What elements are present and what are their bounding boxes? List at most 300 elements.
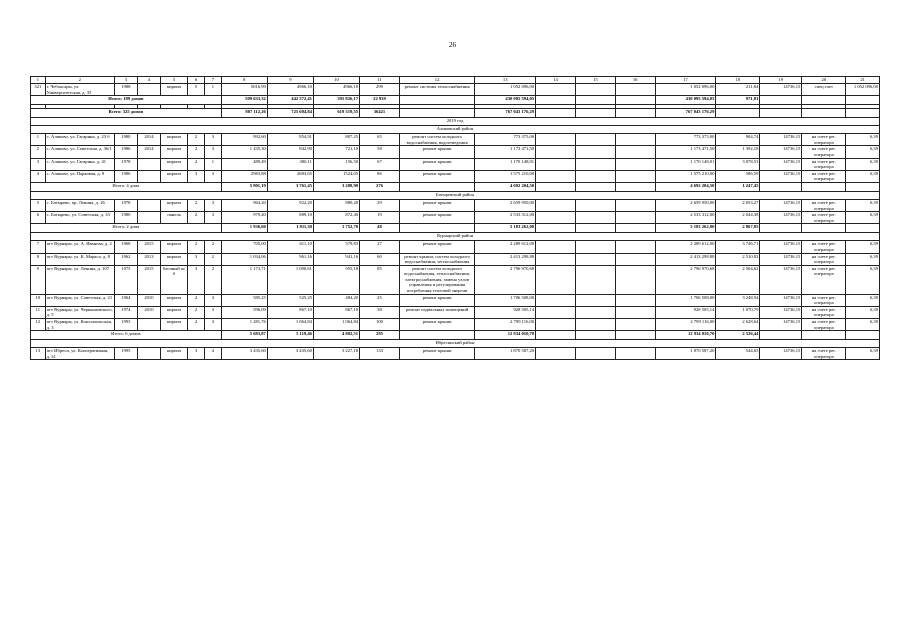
cell-c14 [536, 253, 576, 265]
cell-material: кирпич [160, 241, 187, 253]
cell-c21: 6,39 [846, 212, 880, 224]
cell-c15 [575, 306, 615, 318]
cell-per-m2: 2 628,64 [716, 319, 760, 331]
cell-year: 1988 [114, 84, 137, 96]
total-empty-cell [760, 96, 802, 105]
cell-num: 4 [31, 170, 46, 182]
cell-c21: 6,39 [846, 319, 880, 331]
cell-floors: 2 [188, 294, 205, 306]
cell-area-total: 5016,99 [221, 84, 267, 96]
cell-c16 [615, 265, 655, 294]
cell-per-m2: 3 746,71 [716, 241, 760, 253]
cell-year-rep: 2014 [137, 146, 160, 158]
total-c17: 4 692 204,50 [655, 182, 716, 191]
total-empty-cell [536, 109, 576, 118]
cell-area-living: 156,50 [313, 158, 359, 170]
cell-material: блочный ж/б [160, 265, 187, 294]
total-empty-cell [399, 96, 474, 105]
cell-per-m2: 2 564,62 [716, 265, 760, 294]
cell-area-all: 3 435,60 [267, 348, 313, 360]
cell-area-all: 922,20 [267, 199, 313, 211]
cell-num: 12 [31, 319, 46, 331]
cell-c15 [575, 319, 615, 331]
cell-year: 1993 [114, 319, 137, 331]
cell-area-all: 4966,10 [267, 84, 313, 96]
column-number: 8 [221, 77, 267, 84]
cell-c21: 6,39 [846, 294, 880, 306]
cell-address: г. Чебоксары, ул. Университетская, д. 35 [45, 84, 114, 96]
cell-c17: 1 173 471,50 [655, 146, 716, 158]
cell-c15 [575, 348, 615, 360]
cell-method: на счете рег. оператора [802, 348, 846, 360]
cell-c17: 2 533 312,00 [655, 212, 716, 224]
cell-address: с. Батырево, ул. Советская, д. 33 [45, 212, 114, 224]
column-number: 21 [846, 77, 880, 84]
table-row [31, 158, 880, 170]
cell-c17: 1 052 096,00 [655, 84, 716, 96]
cell-method: на счете рег. оператора [802, 170, 846, 182]
column-number: 11 [360, 77, 400, 84]
total-empty-cell [575, 331, 615, 340]
cell-c17: 1 870 587,20 [655, 348, 716, 360]
total-empty-cell [536, 224, 576, 233]
cell-c14 [536, 212, 576, 224]
cell-cost: 773 375,00 [475, 134, 536, 146]
cell-area-living: 867,10 [313, 306, 359, 318]
total-residents: 276 [360, 182, 400, 191]
cell-c17: 2 289 612,00 [655, 241, 716, 253]
total-empty-cell [802, 182, 846, 191]
total-empty-cell [846, 224, 880, 233]
cell-area-total: 1 435,30 [221, 146, 267, 158]
cell-c21: 1 052 096,00 [846, 84, 880, 96]
total-label: Итого: 4 дома [31, 182, 222, 191]
cell-c15 [575, 158, 615, 170]
grand-total-row [31, 109, 880, 118]
total-area-total: 5 901,19 [221, 182, 267, 191]
cell-work: ремонт крыши [399, 348, 474, 360]
cell-cost: 1 173 471,50 [475, 146, 536, 158]
table-row [31, 241, 880, 253]
cell-entrances: 3 [204, 294, 221, 306]
cell-c16 [615, 199, 655, 211]
cell-residents: 100 [360, 319, 400, 331]
cell-limit: 14736,15 [760, 348, 802, 360]
total-area-all: 3 761,45 [267, 182, 313, 191]
district-heading-text: Ибресинский район [31, 340, 880, 348]
district-total-row [31, 182, 880, 191]
cell-work: ремонт крыши [399, 319, 474, 331]
cell-cost: 2 413 298,88 [475, 253, 536, 265]
cell-area-living: 4966,10 [313, 84, 359, 96]
cell-per-m2: 2 044,38 [716, 212, 760, 224]
cell-per-m2: 3 078,53 [716, 158, 760, 170]
cell-area-total: 489,49 [221, 158, 267, 170]
total-area-all: 1 811,30 [267, 224, 313, 233]
cell-c16 [615, 306, 655, 318]
district-heading-text: Аликовский район [31, 126, 880, 134]
cell-c15 [575, 84, 615, 96]
cell-work: ремонт крыши [399, 170, 474, 182]
total-cost: 4 692 204,50 [475, 182, 536, 191]
cell-residents: 19 [360, 212, 400, 224]
cell-address: пгт Вурнары, ул. Ленина, д. 107 [45, 265, 114, 294]
cell-floors: 2 [188, 199, 205, 211]
cell-area-total: 596,09 [221, 306, 267, 318]
cell-year-rep [137, 212, 160, 224]
column-number-row [31, 77, 880, 84]
cell-limit: 14736,15 [760, 253, 802, 265]
cell-per-m2: 544,65 [716, 348, 760, 360]
cell-per-m2: 904,74 [716, 134, 760, 146]
cell-area-living: 880,20 [313, 199, 359, 211]
district-heading [31, 233, 880, 241]
cell-year-rep [137, 319, 160, 331]
cell-cost: 2 289 612,00 [475, 241, 536, 253]
column-number: 16 [615, 77, 655, 84]
cell-c16 [615, 241, 655, 253]
cell-c14 [536, 265, 576, 294]
cell-year: 1978 [114, 158, 137, 170]
cell-area-total: 1 281,76 [221, 319, 267, 331]
cell-c21: 6,39 [846, 199, 880, 211]
cell-area-total: 2983,88 [221, 170, 267, 182]
cell-work: ремонт крыши [399, 158, 474, 170]
cell-entrances: 3 [204, 212, 221, 224]
total-empty-cell [399, 331, 474, 340]
column-number: 18 [716, 77, 760, 84]
cell-num: 11 [31, 306, 46, 318]
cell-c16 [615, 146, 655, 158]
cell-limit: 14736,15 [760, 306, 802, 318]
table-row [31, 212, 880, 224]
cell-entrances: 1 [204, 158, 221, 170]
table-row [31, 84, 880, 96]
cell-residents: 29 [360, 199, 400, 211]
cell-residents: 299 [360, 84, 400, 96]
cell-residents: 85 [360, 265, 400, 294]
cell-year: 1975 [114, 265, 137, 294]
total-area-all: 725 604,84 [267, 109, 313, 118]
cell-address: пгт Вурнары, ул. А. Иванова, д. 2 [45, 241, 114, 253]
cell-c17: 2 799 116,00 [655, 319, 716, 331]
cell-c16 [615, 84, 655, 96]
cell-year-rep: 2010 [137, 294, 160, 306]
cell-entrances: 3 [204, 170, 221, 182]
cell-material: панель [160, 212, 187, 224]
cell-area-all: 867,10 [267, 306, 313, 318]
cell-work: ремонт системы теплоснабжения [399, 84, 474, 96]
total-empty-cell [615, 182, 655, 191]
total-label: Итого: 2 дома [31, 224, 222, 233]
cell-year: 1980 [114, 134, 137, 146]
column-number: 10 [313, 77, 359, 84]
cell-entrances: 2 [204, 241, 221, 253]
cell-work: ремонт систем холодного водоснабжения, водоотведения [399, 134, 474, 146]
cell-floors: 2 [188, 134, 205, 146]
cell-c15 [575, 241, 615, 253]
cell-cost: 2 796 970,68 [475, 265, 536, 294]
table-body [31, 77, 880, 360]
table-row [31, 306, 880, 318]
cell-area-all: 1 064,84 [267, 319, 313, 331]
cell-area-living: 941,16 [313, 253, 359, 265]
cell-c15 [575, 146, 615, 158]
total-empty-cell [802, 109, 846, 118]
cell-residents: 86 [360, 170, 400, 182]
cell-address: пгт Вурнары, ул. К. Маркса, д. 8 [45, 253, 114, 265]
cell-floors: 3 [188, 170, 205, 182]
cell-area-living: 579,83 [313, 241, 359, 253]
cell-address: пгт Вурнары, ул. Советская, д. 21 [45, 294, 114, 306]
total-empty-cell [846, 331, 880, 340]
total-empty-cell [615, 224, 655, 233]
total-per-m2: 2 867,85 [716, 224, 760, 233]
total-area-living: 3 208,90 [313, 182, 359, 191]
cell-residents: 27 [360, 241, 400, 253]
total-empty-cell [802, 224, 846, 233]
cell-c17: 2 659 950,00 [655, 199, 716, 211]
total-empty-cell [536, 96, 576, 105]
cell-year: 1986 [114, 146, 137, 158]
subtotal-row [31, 96, 880, 105]
cell-year: 1980 [114, 212, 137, 224]
column-number: 19 [760, 77, 802, 84]
district-heading-text: Вурнарский район [31, 233, 880, 241]
total-area-living: 395 826,17 [313, 96, 359, 105]
total-empty-cell [802, 331, 846, 340]
cell-limit: 14736,15 [760, 84, 802, 96]
cell-cost: 1 870 587,20 [475, 348, 536, 360]
total-c17: 767 043 176,29 [655, 109, 716, 118]
cell-year-rep [137, 348, 160, 360]
cell-num: 7 [31, 241, 46, 253]
cell-address: с. Аликово, ул. Гагарина, д. 41 [45, 158, 114, 170]
cell-method: на счете рег. оператора [802, 253, 846, 265]
cell-c17: 928 505,14 [655, 306, 716, 318]
cell-num: 1 [31, 134, 46, 146]
total-empty-cell [802, 96, 846, 105]
cell-work: ремонт крыши [399, 294, 474, 306]
cell-address: пгт Ибреси, ул. Кооперативная, д. 31 [45, 348, 114, 360]
cell-c14 [536, 306, 576, 318]
district-heading [31, 191, 880, 199]
cell-year-rep: 2014 [137, 134, 160, 146]
cell-year-rep: 2015 [137, 265, 160, 294]
cell-material: кирпич [160, 146, 187, 158]
total-per-m2: 971,81 [716, 96, 760, 105]
cell-c21: 6,39 [846, 348, 880, 360]
cell-work: ремонт крыши, систем холодного водоснабжения, теплоснабжения [399, 253, 474, 265]
cell-address: с. Аликово, ул. Гагарина, д. 23 б [45, 134, 114, 146]
cell-work: ремонт подвальных помещений [399, 306, 474, 318]
page-number: 26 [449, 41, 456, 49]
cell-residents: 133 [360, 348, 400, 360]
cell-area-total: 585,25 [221, 294, 267, 306]
total-empty-cell [615, 109, 655, 118]
cell-address: пгт Вурнары, ул. Комсомольская, д. 3 [45, 319, 114, 331]
total-residents: 22 939 [360, 96, 400, 105]
cell-c17: 1 575 210,00 [655, 170, 716, 182]
column-number: 6 [188, 77, 205, 84]
cell-c17: 773 375,00 [655, 134, 716, 146]
total-empty-cell [760, 109, 802, 118]
total-c17: 12 934 010,70 [655, 331, 716, 340]
cell-num: 9 [31, 265, 46, 294]
cell-method: на счете рег. оператора [802, 319, 846, 331]
cell-c17: 2 413 298,88 [655, 253, 716, 265]
cell-material: кирпич [160, 84, 187, 96]
cell-entrances: 3 [204, 306, 221, 318]
cell-cost: 2 659 950,00 [475, 199, 536, 211]
cell-work: ремонт крыши [399, 199, 474, 211]
cell-c21: 6,39 [846, 265, 880, 294]
cell-work: ремонт крыши [399, 146, 474, 158]
cell-entrances: 3 [204, 319, 221, 331]
cell-floors: 3 [188, 253, 205, 265]
cell-residents: 58 [360, 146, 400, 158]
cell-material: кирпич [160, 306, 187, 318]
cell-area-all: 889,10 [267, 212, 313, 224]
district-total-row [31, 224, 880, 233]
cell-area-living: 721,10 [313, 146, 359, 158]
cell-c16 [615, 294, 655, 306]
cell-method: на счете рег. оператора [802, 294, 846, 306]
column-number: 9 [267, 77, 313, 84]
cell-material: кирпич [160, 294, 187, 306]
column-number: 5 [160, 77, 187, 84]
cell-area-all: 961,16 [267, 253, 313, 265]
cell-year: 1962 [114, 253, 137, 265]
total-empty-cell [575, 224, 615, 233]
total-empty-cell [399, 109, 474, 118]
cell-year-rep: 2013 [137, 253, 160, 265]
cell-year-rep [137, 170, 160, 182]
cell-c14 [536, 170, 576, 182]
total-area-total: 1 936,60 [221, 224, 267, 233]
cell-c14 [536, 241, 576, 253]
total-empty-cell [575, 109, 615, 118]
cell-c16 [615, 253, 655, 265]
cell-floors: 2 [188, 241, 205, 253]
cell-residents: 67 [360, 158, 400, 170]
cell-year-rep [137, 84, 160, 96]
cell-work: ремонт систем холодного водоснабжения, теплоснабжения, электроснабжения, замена узлов управления и регулирования потребления тепловой энергии [399, 265, 474, 294]
total-cost: 12 934 010,70 [475, 331, 536, 340]
cell-c15 [575, 294, 615, 306]
cell-cost: 1 575 210,00 [475, 170, 536, 182]
cell-method: на счете рег. оператора [802, 199, 846, 211]
cell-work: ремонт крыши [399, 241, 474, 253]
total-cost: 430 095 594,05 [475, 96, 536, 105]
column-number: 7 [204, 77, 221, 84]
cell-c14 [536, 158, 576, 170]
cell-area-total: 1 173,71 [221, 265, 267, 294]
cell-work: ремонт крыши [399, 212, 474, 224]
cell-c16 [615, 134, 655, 146]
table-row [31, 199, 880, 211]
cell-limit: 14736,15 [760, 212, 802, 224]
total-empty-cell [399, 182, 474, 191]
cell-area-total: 1 034,06 [221, 253, 267, 265]
cell-entrances: 4 [204, 348, 221, 360]
cell-limit: 14736,15 [760, 319, 802, 331]
cell-c21: 6,39 [846, 241, 880, 253]
cell-c15 [575, 199, 615, 211]
cell-c21: 6,39 [846, 146, 880, 158]
cell-num: 13 [31, 348, 46, 360]
cell-num: 8 [31, 253, 46, 265]
total-label: Итого: 6 домов [31, 331, 222, 340]
cell-cost: 2 533 312,00 [475, 212, 536, 224]
cell-c14 [536, 348, 576, 360]
cell-c14 [536, 319, 576, 331]
cell-entrances: 3 [204, 199, 221, 211]
total-area-all: 5 119,46 [267, 331, 313, 340]
cell-area-living: 807,25 [313, 134, 359, 146]
column-number: 17 [655, 77, 716, 84]
district-total-row [31, 331, 880, 340]
cell-num: 3 [31, 158, 46, 170]
cell-area-living: 1524,05 [313, 170, 359, 182]
total-empty-cell [536, 182, 576, 191]
total-label: Всего: 325 домов [31, 109, 222, 118]
total-area-total: 5 683,87 [221, 331, 267, 340]
total-per-m2: 1 247,45 [716, 182, 760, 191]
cell-c14 [536, 84, 576, 96]
column-number: 3 [114, 77, 137, 84]
cell-entrances: 2 [204, 253, 221, 265]
cell-c15 [575, 212, 615, 224]
cell-area-all: 611,10 [267, 241, 313, 253]
cell-entrances: 3 [204, 146, 221, 158]
cell-c15 [575, 170, 615, 182]
cell-cost: 1 052 096,00 [475, 84, 536, 96]
cell-material: кирпич [160, 170, 187, 182]
cell-material: кирпич [160, 253, 187, 265]
column-number: 2 [45, 77, 114, 84]
total-empty-cell [846, 109, 880, 118]
year-heading [31, 118, 880, 126]
column-number: 1 [31, 77, 46, 84]
cell-method: на счете рег. оператора [802, 146, 846, 158]
table-row [31, 319, 880, 331]
cell-method: на счете рег. оператора [802, 134, 846, 146]
cell-c16 [615, 170, 655, 182]
cell-num: 6 [31, 212, 46, 224]
cell-cost: 928 505,14 [475, 306, 536, 318]
cell-method: на счете рег. оператора [802, 212, 846, 224]
total-residents: 48 [360, 224, 400, 233]
cell-floors: 2 [188, 212, 205, 224]
cell-c21: 6,39 [846, 306, 880, 318]
cell-limit: 14736,15 [760, 294, 802, 306]
cell-limit: 14736,15 [760, 265, 802, 294]
total-area-total: 509 633,32 [221, 96, 267, 105]
cell-num: 321 [31, 84, 46, 96]
cell-residents: 25 [360, 294, 400, 306]
cell-year: 1986 [114, 170, 137, 182]
cell-year: 1964 [114, 294, 137, 306]
cell-year: 1968 [114, 241, 137, 253]
cell-limit: 14736,15 [760, 134, 802, 146]
cell-area-total: 979,40 [221, 212, 267, 224]
table-row [31, 170, 880, 182]
cell-area-total: 992,60 [221, 134, 267, 146]
cell-c21: 6,39 [846, 253, 880, 265]
cell-residents: 60 [360, 253, 400, 265]
total-c17: 430 095 594,05 [655, 96, 716, 105]
